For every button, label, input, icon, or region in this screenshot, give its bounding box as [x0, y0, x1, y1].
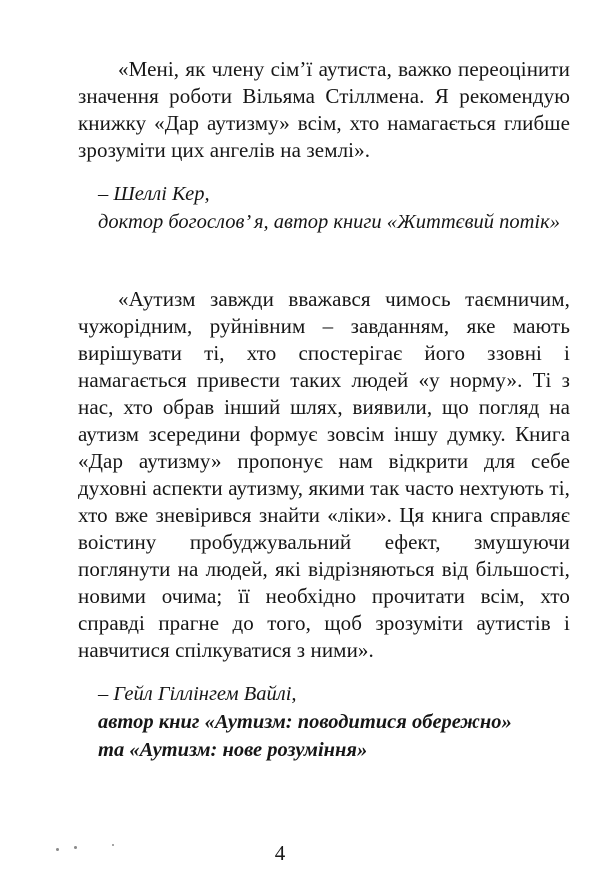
- endorsement-quote-1: [78, 56, 570, 236]
- page-footer: [0, 840, 600, 870]
- quote-2-attribution-detail-1: автор книг «Аутизм: поводитися обережно»: [98, 711, 512, 733]
- quote-2-text: «Аутизм завжди вважався чимось таємничим, чужорідним, руйнівним – завданням, яке мають вирішувати ті, хто спостерігає його ззовні і намагається привести таких людей «у норму». Ті з нас, хто обрав інший шлях, виявили, що погляд на аутизм зсередини формує зовсім іншу думку. Книга «Дар аутизму» пропонує нам відкрити для себе духовні аспекти аутизму, якими так часто нехтують ті, хто вже зневірився знайти «ліки». Ця книга справляє воістину пробуджувальний ефект, змушуючи поглянути на людей, які відрізняються від більшості, новими очима; її необхідно прочитати всім, хто справді прагне до того, щоб зрозуміти аутистів і навчитися спілкуватися з ними».: [78, 287, 570, 662]
- quote-1-attribution: [98, 180, 570, 236]
- quote-1-attribution-detail: доктор богослов’ я, автор книги «Життєвий потік»: [98, 211, 560, 233]
- quote-1-attribution-name: – Шеллі Кер,: [98, 183, 210, 205]
- quote-2-attribution: [98, 680, 570, 764]
- quote-2-attribution-detail-2: та «Аутизм: нове розуміння»: [98, 739, 368, 761]
- page-text-block: [78, 56, 570, 764]
- page-number: 4: [274, 841, 286, 865]
- quote-1-text: «Мені, як члену сім’ї аутиста, важко переоцінити значення роботи Вільяма Стіллмена. Я рекомендую книжку «Дар аутизму» всім, хто намагається глибше зрозуміти цих ангелів на землі».: [78, 57, 570, 162]
- endorsement-quote-2: [78, 286, 570, 764]
- quote-2-attribution-name: – Гейл Гіллінгем Вайлі,: [98, 683, 297, 705]
